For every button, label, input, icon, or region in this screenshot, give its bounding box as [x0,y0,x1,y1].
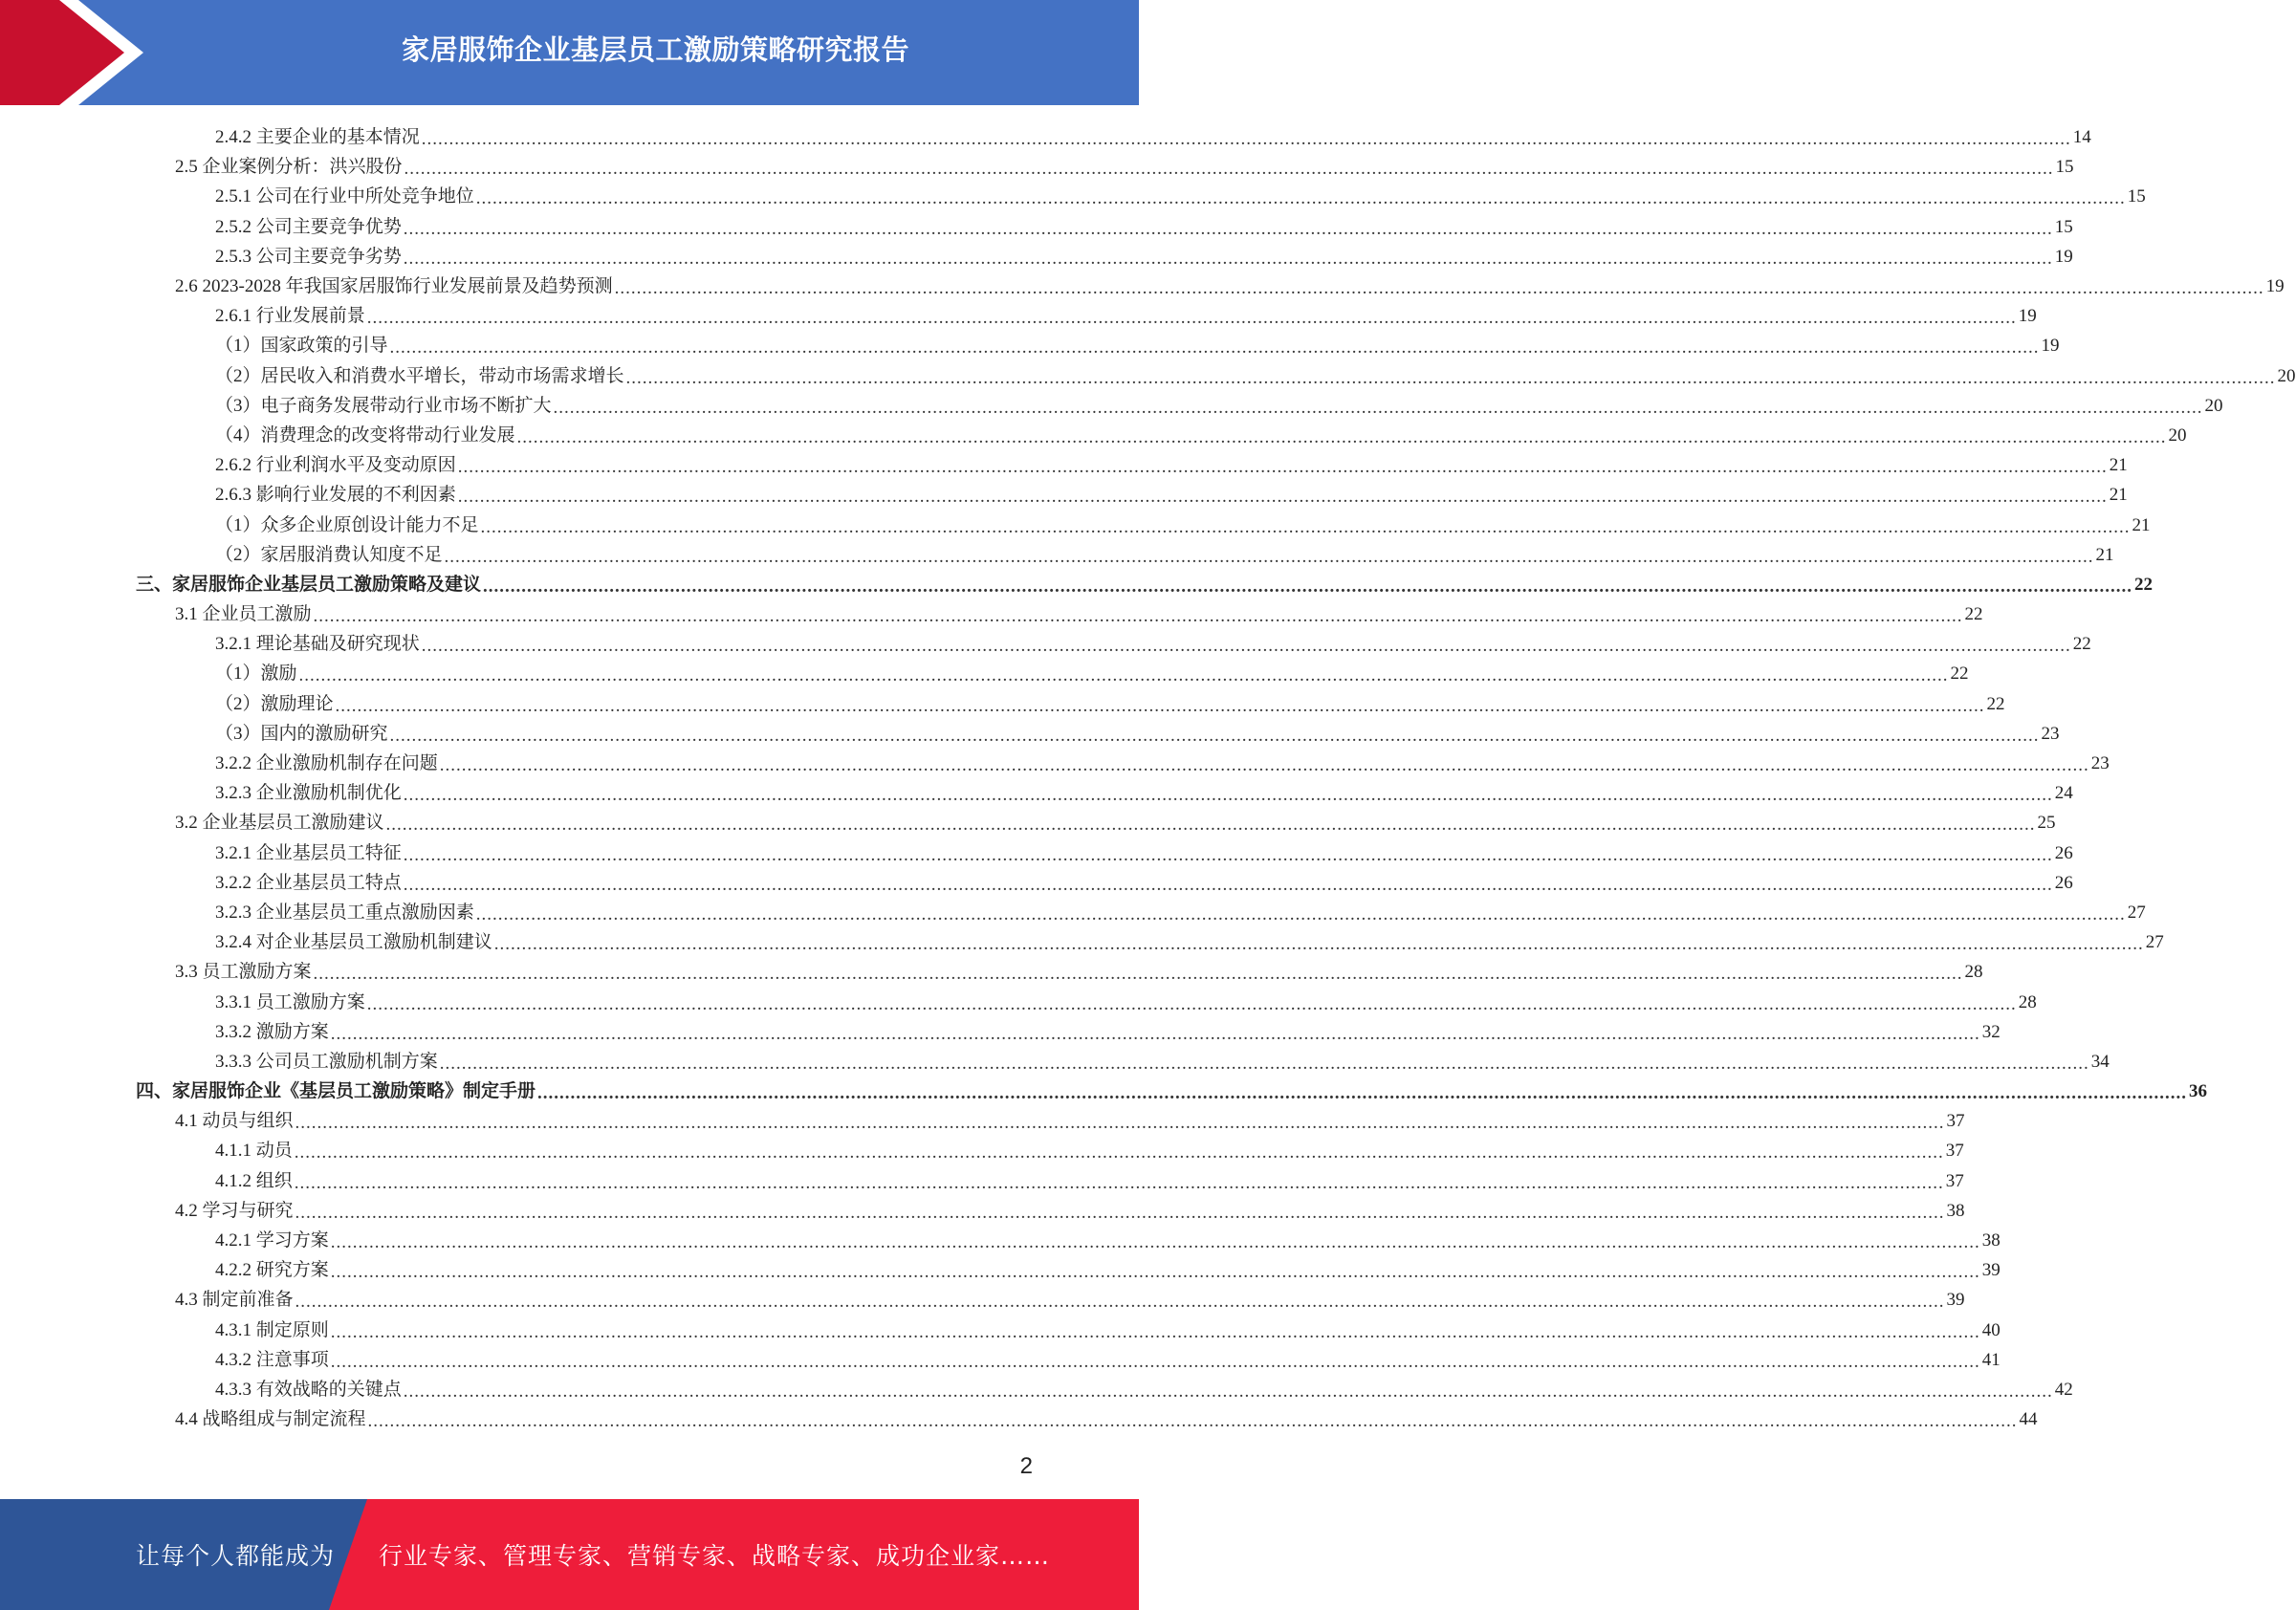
toc-entry-page: 37 [1945,1170,1964,1191]
toc-entry-title: 3.1 企业员工激励 [175,604,312,625]
toc-entry-title: 4.1 动员与组织 [175,1111,294,1132]
toc-leader-dots: ............................................................................................................................................................................................................................................................................................................ [439,1053,2089,1074]
report-title: 家居服饰企业基层员工激励策略研究报告 [401,33,909,66]
toc-entry[interactable] [134,868,2073,898]
toc-entry-title: 3.2 企业基层员工激励建议 [175,813,384,834]
toc-entry-title: 3.2.4 对企业基层员工激励机制建议 [215,932,492,953]
toc-entry-title: （2）激励理论 [215,693,334,714]
toc-entry-page: 19 [2018,306,2037,327]
toc-entry-title: 3.2.3 企业激励机制优化 [215,783,402,804]
toc-entry-title: （4）消费理念的改变将带动行业发展 [215,424,515,446]
toc-leader-dots: ............................................................................................................................................................................................................................................................................................................ [625,367,2276,388]
footer-tagline: 行业专家、管理专家、营销专家、战略专家、成功企业家…… [379,1542,1051,1570]
toc-entry-page: 23 [2090,753,2110,774]
toc-entry[interactable] [134,1136,1964,1165]
toc-leader-dots: ............................................................................................................................................................................................................................................................................................................ [295,1113,1945,1134]
toc-leader-dots: ............................................................................................................................................................................................................................................................................................................ [330,1351,1980,1372]
toc-entry[interactable] [134,421,2187,450]
toc-leader-dots: ............................................................................................................................................................................................................................................................................................................ [516,426,2167,447]
toc-entry-page: 38 [1946,1200,1965,1221]
toc-leader-dots: ............................................................................................................................................................................................................................................................................................................ [614,278,2264,299]
toc-entry-page: 28 [1964,962,1983,983]
toc-leader-dots: ............................................................................................................................................................................................................................................................................................................ [385,815,2036,836]
toc-entry-title: 三、家居服饰企业基层员工激励策略及建议 [136,574,482,595]
page-footer [0,1499,1139,1610]
toc-entry-title: 4.1.2 组织 [215,1170,293,1191]
toc-entry[interactable] [134,808,2056,838]
toc-entry-title: 4.3.3 有效战略的关键点 [215,1379,402,1400]
toc-leader-dots: ............................................................................................................................................................................................................................................................................................................ [330,1023,1980,1044]
toc-entry-title: 2.6.1 行业发展前景 [215,306,365,327]
toc-leader-dots: ............................................................................................................................................................................................................................................................................................................ [403,844,2053,865]
toc-entry[interactable] [134,1404,2038,1434]
toc-entry-page: 39 [1981,1260,2001,1281]
toc-entry-page: 22 [1986,693,2005,714]
toc-entry[interactable] [134,480,2128,510]
toc-entry-title: 4.2.2 研究方案 [215,1260,329,1281]
toc-entry[interactable] [134,1196,1965,1226]
toc-entry-title: 2.4.2 主要企业的基本情况 [215,127,420,148]
toc-entry[interactable] [134,719,2060,749]
toc-entry-title: 2.6.3 影响行业发展的不利因素 [215,485,456,506]
toc-entry-title: 2.5.3 公司主要竞争劣势 [215,246,402,267]
toc-leader-dots: ............................................................................................................................................................................................................................................................................................................ [403,785,2053,806]
toc-entry[interactable] [134,272,2285,301]
toc-entry[interactable] [134,152,2074,182]
toc-leader-dots: ............................................................................................................................................................................................................................................................................................................ [457,487,2108,508]
toc-leader-dots: ............................................................................................................................................................................................................................................................................................................ [298,665,1949,686]
toc-entry[interactable] [134,242,2073,272]
toc-entry-page: 19 [2054,246,2073,267]
toc-leader-dots: ............................................................................................................................................................................................................................................................................................................ [475,903,2126,925]
toc-entry-title: 3.3.3 公司员工激励机制方案 [215,1051,438,1072]
toc-entry-title: 2.5.2 公司主要竞争优势 [215,216,402,237]
toc-entry-title: （3）国内的激励研究 [215,723,388,744]
toc-entry-title: （2）家居服消费认知度不足 [215,544,443,565]
toc-entry[interactable] [134,987,2037,1016]
table-of-contents [134,122,2296,1434]
toc-entry[interactable] [134,927,2164,957]
toc-entry[interactable] [134,1077,2208,1106]
toc-leader-dots: ............................................................................................................................................................................................................................................................................................................ [480,516,2131,537]
toc-entry-title: （1）众多企业原创设计能力不足 [215,514,479,535]
toc-entry-page: 37 [1945,1141,1964,1162]
toc-entry-page: 15 [2054,216,2073,237]
toc-entry-title: （1）国家政策的引导 [215,336,388,357]
toc-entry-page: 28 [2018,991,2037,1012]
toc-entry-page: 22 [1950,664,1969,685]
toc-leader-dots: ............................................................................................................................................................................................................................................................................................................ [389,725,2040,746]
toc-entry-page: 21 [2109,455,2128,476]
toc-leader-dots: ............................................................................................................................................................................................................................................................................................................ [457,457,2108,478]
toc-leader-dots: ............................................................................................................................................................................................................................................................................................................ [403,1381,2053,1402]
toc-leader-dots: ............................................................................................................................................................................................................................................................................................................ [403,248,2053,269]
toc-entry-page: 20 [2277,365,2296,386]
toc-leader-dots: ............................................................................................................................................................................................................................................................................................................ [404,159,2054,180]
toc-entry-title: 4.3 制定前准备 [175,1290,294,1311]
toc-entry[interactable] [134,182,2146,211]
toc-entry[interactable] [134,1316,2001,1345]
toc-entry[interactable] [134,331,2060,360]
toc-entry-title: 2.5 企业案例分析：洪兴股份 [175,157,403,178]
toc-entry-page: 22 [1964,604,1983,625]
toc-leader-dots: ............................................................................................................................................................................................................................................................................................................ [403,218,2053,239]
toc-entry-page: 19 [2265,276,2285,297]
toc-entry-title: 3.2.2 企业基层员工特点 [215,872,402,893]
toc-entry-title: 3.3.2 激励方案 [215,1021,329,1042]
toc-entry-title: （1）激励 [215,664,297,685]
toc-entry[interactable] [134,599,1983,629]
toc-leader-dots: ............................................................................................................................................................................................................................................................................................................ [295,1292,1945,1313]
toc-entry-page: 41 [1981,1349,2001,1370]
toc-entry-page: 23 [2041,723,2060,744]
toc-leader-dots: ............................................................................................................................................................................................................................................................................................................ [475,188,2126,209]
toc-entry[interactable] [134,212,2073,242]
toc-leader-dots: ............................................................................................................................................................................................................................................................................................................ [366,993,2017,1014]
toc-entry-title: 4.3.1 制定原则 [215,1319,329,1340]
toc-entry[interactable] [134,1285,1965,1315]
toc-entry[interactable] [134,570,2154,599]
toc-entry-page: 42 [2054,1379,2073,1400]
toc-entry-page: 24 [2054,783,2073,804]
toc-entry[interactable] [134,1226,2001,1255]
toc-entry-title: 2.6 2023-2028 年我国家居服饰行业发展前景及趋势预测 [175,276,613,297]
toc-leader-dots: ............................................................................................................................................................................................................................................................................................................ [330,1321,1980,1342]
toc-entry-title: 4.1.1 动员 [215,1141,293,1162]
toc-leader-dots: ............................................................................................................................................................................................................................................................................................................ [444,546,2094,567]
toc-entry[interactable] [134,1375,2073,1404]
toc-entry-page: 14 [2072,127,2091,148]
toc-entry-page: 25 [2037,813,2056,834]
toc-leader-dots: ............................................................................................................................................................................................................................................................................................................ [294,1172,1944,1193]
toc-entry-title: 3.2.2 企业激励机制存在问题 [215,753,438,774]
toc-entry-title: 4.2.1 学习方案 [215,1230,329,1251]
toc-entry[interactable] [134,1047,2110,1077]
toc-entry[interactable] [134,1166,1964,1196]
toc-entry-title: 2.5.1 公司在行业中所处竞争地位 [215,186,474,207]
toc-entry-page: 36 [2189,1081,2208,1102]
toc-entry[interactable] [134,1106,1965,1136]
toc-entry-page: 21 [2109,485,2128,506]
toc-entry[interactable] [134,540,2114,570]
toc-entry[interactable] [134,689,2005,719]
toc-entry[interactable] [134,898,2146,927]
toc-entry[interactable] [134,659,1969,688]
toc-entry-page: 44 [2019,1409,2038,1430]
toc-entry[interactable] [134,391,2223,421]
toc-entry-title: （2）居民收入和消费水平增长，带动市场需求增长 [215,365,624,386]
toc-entry-title: 4.2 学习与研究 [175,1200,294,1221]
toc-entry-page: 40 [1981,1319,2001,1340]
toc-entry-page: 34 [2090,1051,2110,1072]
toc-entry-page: 37 [1946,1111,1965,1132]
toc-leader-dots: ............................................................................................................................................................................................................................................................................................................ [294,1142,1944,1164]
toc-entry-page: 27 [2145,932,2164,953]
toc-entry-title: 4.3.2 注意事项 [215,1349,329,1370]
toc-entry-title: 3.2.1 企业基层员工特征 [215,842,402,863]
toc-entry[interactable] [134,1255,2001,1285]
page-number: 2 [1019,1453,1033,1479]
toc-leader-dots: ............................................................................................................................................................................................................................................................................................................ [295,1202,1945,1223]
toc-entry[interactable] [134,1345,2001,1375]
toc-entry-title: 3.3 员工激励方案 [175,962,312,983]
toc-leader-dots: ............................................................................................................................................................................................................................................................................................................ [537,1083,2188,1104]
toc-entry-title: 四、家居服饰企业《基层员工激励策略》制定手册 [136,1081,536,1102]
toc-leader-dots: ............................................................................................................................................................................................................................................................................................................ [367,1411,2018,1432]
toc-entry[interactable] [134,838,2073,868]
toc-entry-page: 21 [2095,544,2114,565]
toc-entry-page: 22 [2072,634,2091,655]
toc-entry[interactable] [134,749,2110,778]
toc-leader-dots: ............................................................................................................................................................................................................................................................................................................ [421,129,2071,150]
toc-entry-page: 27 [2127,902,2146,923]
toc-entry-page: 26 [2054,842,2073,863]
toc-leader-dots: ............................................................................................................................................................................................................................................................................................................ [403,874,2053,895]
toc-leader-dots: ............................................................................................................................................................................................................................................................................................................ [313,606,1963,627]
toc-leader-dots: ............................................................................................................................................................................................................................................................................................................ [335,695,1985,716]
toc-leader-dots: ............................................................................................................................................................................................................................................................................................................ [483,576,2133,597]
toc-leader-dots: ............................................................................................................................................................................................................................................................................................................ [330,1262,1980,1283]
toc-leader-dots: ............................................................................................................................................................................................................................................................................................................ [330,1232,1980,1253]
toc-entry[interactable] [134,361,2296,391]
toc-leader-dots: ............................................................................................................................................................................................................................................................................................................ [313,964,1963,985]
page-header [0,0,1139,105]
toc-entry-page: 19 [2041,336,2060,357]
toc-leader-dots: ............................................................................................................................................................................................................................................................................................................ [421,636,2071,657]
toc-entry[interactable] [134,510,2151,539]
toc-entry[interactable] [134,778,2073,808]
toc-entry-page: 15 [2055,157,2074,178]
footer-slogan: 让每个人都能成为 [136,1542,336,1570]
toc-leader-dots: ............................................................................................................................................................................................................................................................................................................ [389,337,2040,359]
toc-leader-dots: ............................................................................................................................................................................................................................................................................................................ [366,308,2017,329]
toc-entry-page: 38 [1981,1230,2001,1251]
toc-leader-dots: ............................................................................................................................................................................................................................................................................................................ [493,934,2144,955]
toc-entry[interactable] [134,629,2091,659]
toc-entry-title: （3）电子商务发展带动行业市场不断扩大 [215,395,552,416]
toc-entry-page: 39 [1946,1290,1965,1311]
toc-entry[interactable] [134,1017,2001,1047]
toc-entry-page: 21 [2132,514,2151,535]
toc-leader-dots: ............................................................................................................................................................................................................................................................................................................ [439,755,2089,776]
toc-entry[interactable] [134,122,2091,152]
toc-entry[interactable] [134,957,1983,987]
toc-entry-page: 26 [2054,872,2073,893]
toc-entry[interactable] [134,450,2128,480]
toc-entry-title: 3.2.1 理论基础及研究现状 [215,634,420,655]
toc-entry-page: 22 [2134,574,2154,595]
toc-entry-title: 4.4 战略组成与制定流程 [175,1409,366,1430]
toc-entry-page: 15 [2127,186,2146,207]
toc-entry[interactable] [134,301,2037,331]
toc-entry-page: 20 [2204,395,2223,416]
toc-entry-title: 3.3.1 员工激励方案 [215,991,365,1012]
toc-entry-title: 2.6.2 行业利润水平及变动原因 [215,455,456,476]
toc-leader-dots: ............................................................................................................................................................................................................................................................................................................ [553,397,2203,418]
toc-entry-page: 20 [2168,424,2187,446]
toc-entry-page: 32 [1981,1021,2001,1042]
toc-entry-title: 3.2.3 企业基层员工重点激励因素 [215,902,474,923]
